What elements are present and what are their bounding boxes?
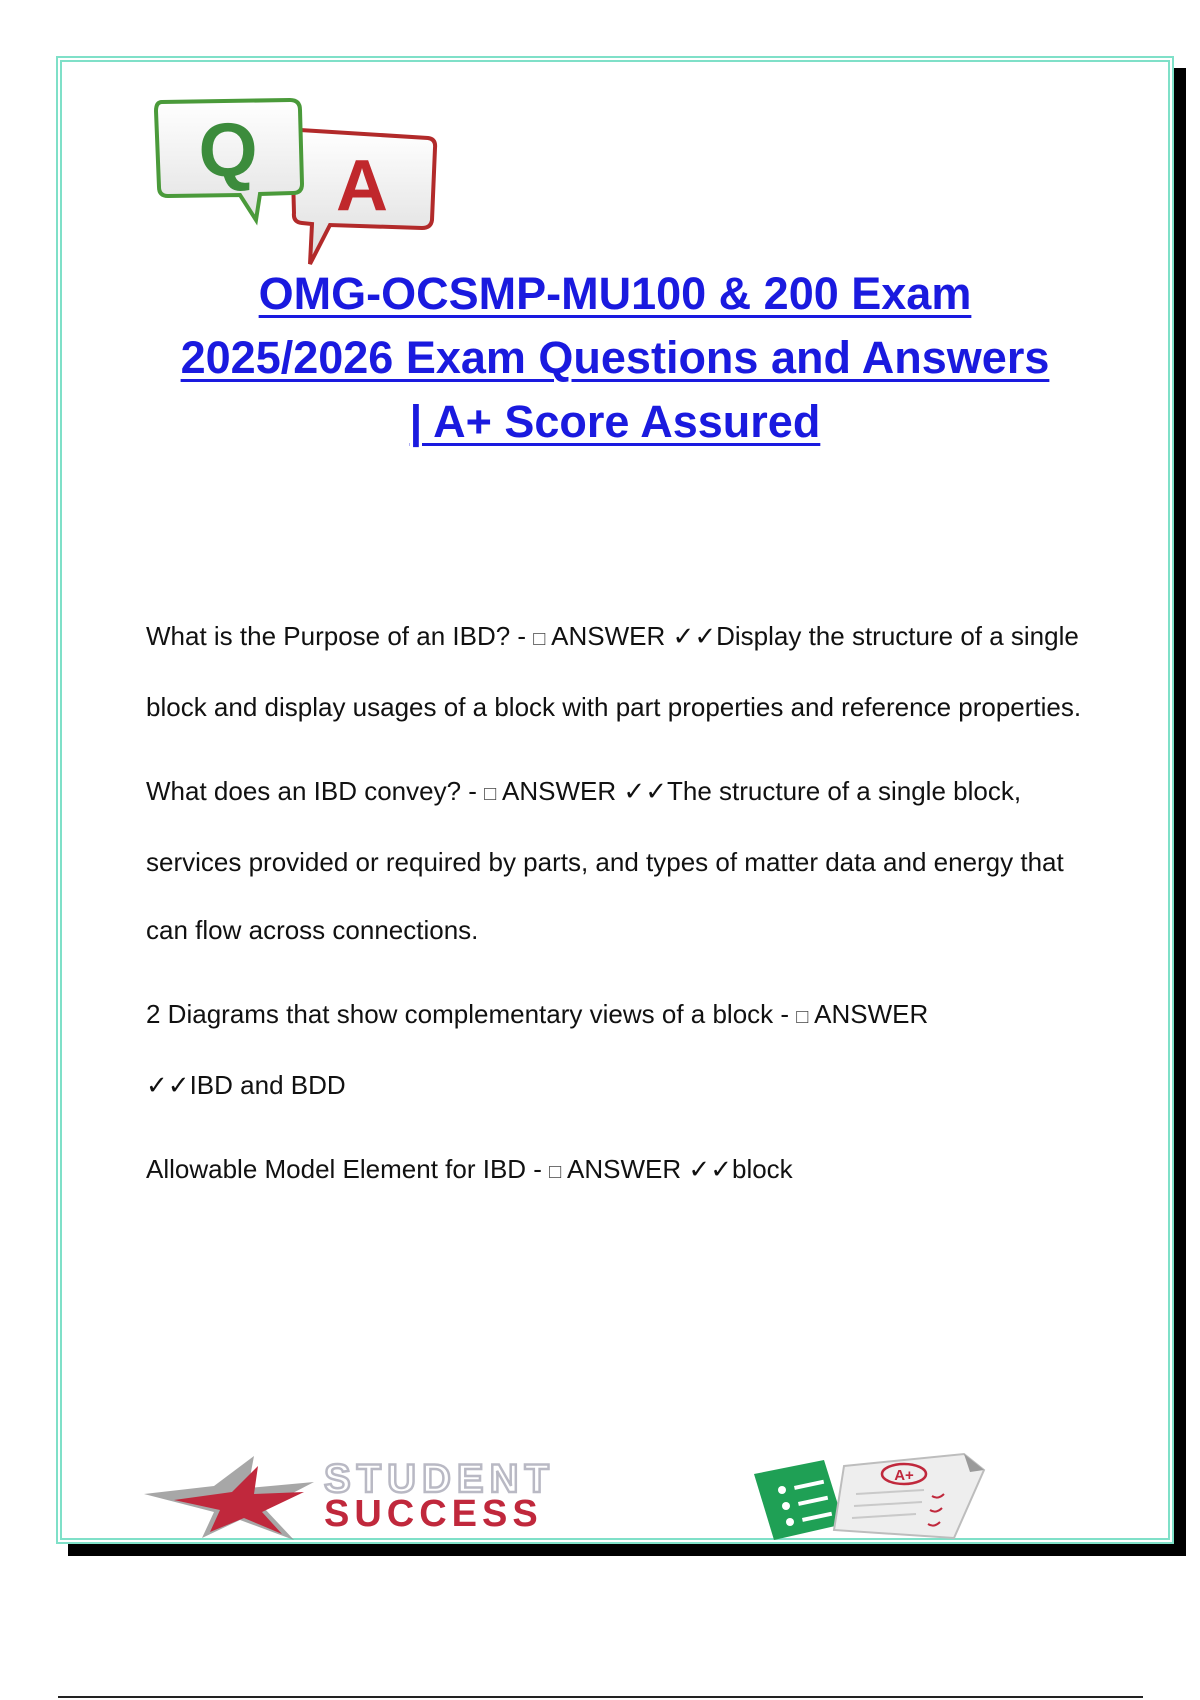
question-letter: Q — [198, 108, 258, 193]
bottom-rule — [58, 1696, 1143, 1698]
placeholder-box-icon: □ — [533, 628, 546, 650]
title-line-1: OMG-OCSMP-MU100 & 200 Exam — [258, 268, 972, 319]
qa-item — [146, 757, 1098, 964]
footer-word-success: SUCCESS — [324, 1493, 543, 1535]
answer-label: ANSWER — [561, 1154, 689, 1184]
grade-badge: A+ — [894, 1467, 914, 1484]
question-text: What does an IBD convey? - — [146, 776, 485, 806]
placeholder-box-icon: □ — [549, 1161, 562, 1183]
answer-bubble-icon — [292, 130, 435, 264]
document-title — [102, 262, 1128, 454]
qa-logo — [150, 92, 450, 272]
answer-label: ANSWER — [496, 776, 624, 806]
qa-item — [146, 980, 1098, 1119]
double-check-icon: ✓✓ — [688, 1154, 732, 1184]
placeholder-box-icon: □ — [796, 1006, 809, 1028]
double-check-icon: ✓✓ — [672, 621, 717, 651]
question-text: Allowable Model Element for IBD - — [146, 1154, 550, 1184]
qa-list — [146, 602, 1098, 1222]
page-frame — [56, 56, 1174, 1544]
qa-item — [146, 602, 1098, 741]
answer-letter: A — [336, 146, 388, 226]
question-text: What is the Purpose of an IBD? - — [146, 621, 534, 651]
answer-text: The structure of a single block, services provided or required by parts, and types of matter data and energy that can flow across connections. — [146, 776, 1064, 945]
graded-paper-icon — [834, 1454, 984, 1538]
double-check-icon: ✓✓ — [146, 1070, 190, 1100]
answer-text: block — [731, 1154, 793, 1184]
answer-text: Display the structure of a single block and display usages of a block with part properties and reference properties. — [146, 621, 1082, 722]
spreadsheet-icon — [754, 1460, 844, 1540]
question-bubble-icon — [156, 100, 302, 220]
star-swoosh-icon — [144, 1456, 314, 1540]
answer-label: ANSWER — [808, 999, 929, 1029]
qa-item — [146, 1135, 1098, 1206]
placeholder-box-icon: □ — [484, 783, 497, 805]
answer-label: ANSWER — [545, 621, 673, 651]
answer-text: IBD and BDD — [189, 1070, 346, 1100]
question-text: 2 Diagrams that show complementary views of a block - — [146, 999, 797, 1029]
footer-word-student: STUDENT — [324, 1457, 555, 1501]
double-check-icon: ✓✓ — [623, 776, 667, 806]
title-line-3: | A+ Score Assured — [409, 396, 821, 447]
student-success-logo — [144, 1452, 1124, 1542]
title-line-2: 2025/2026 Exam Questions and Answers — [180, 332, 1050, 383]
